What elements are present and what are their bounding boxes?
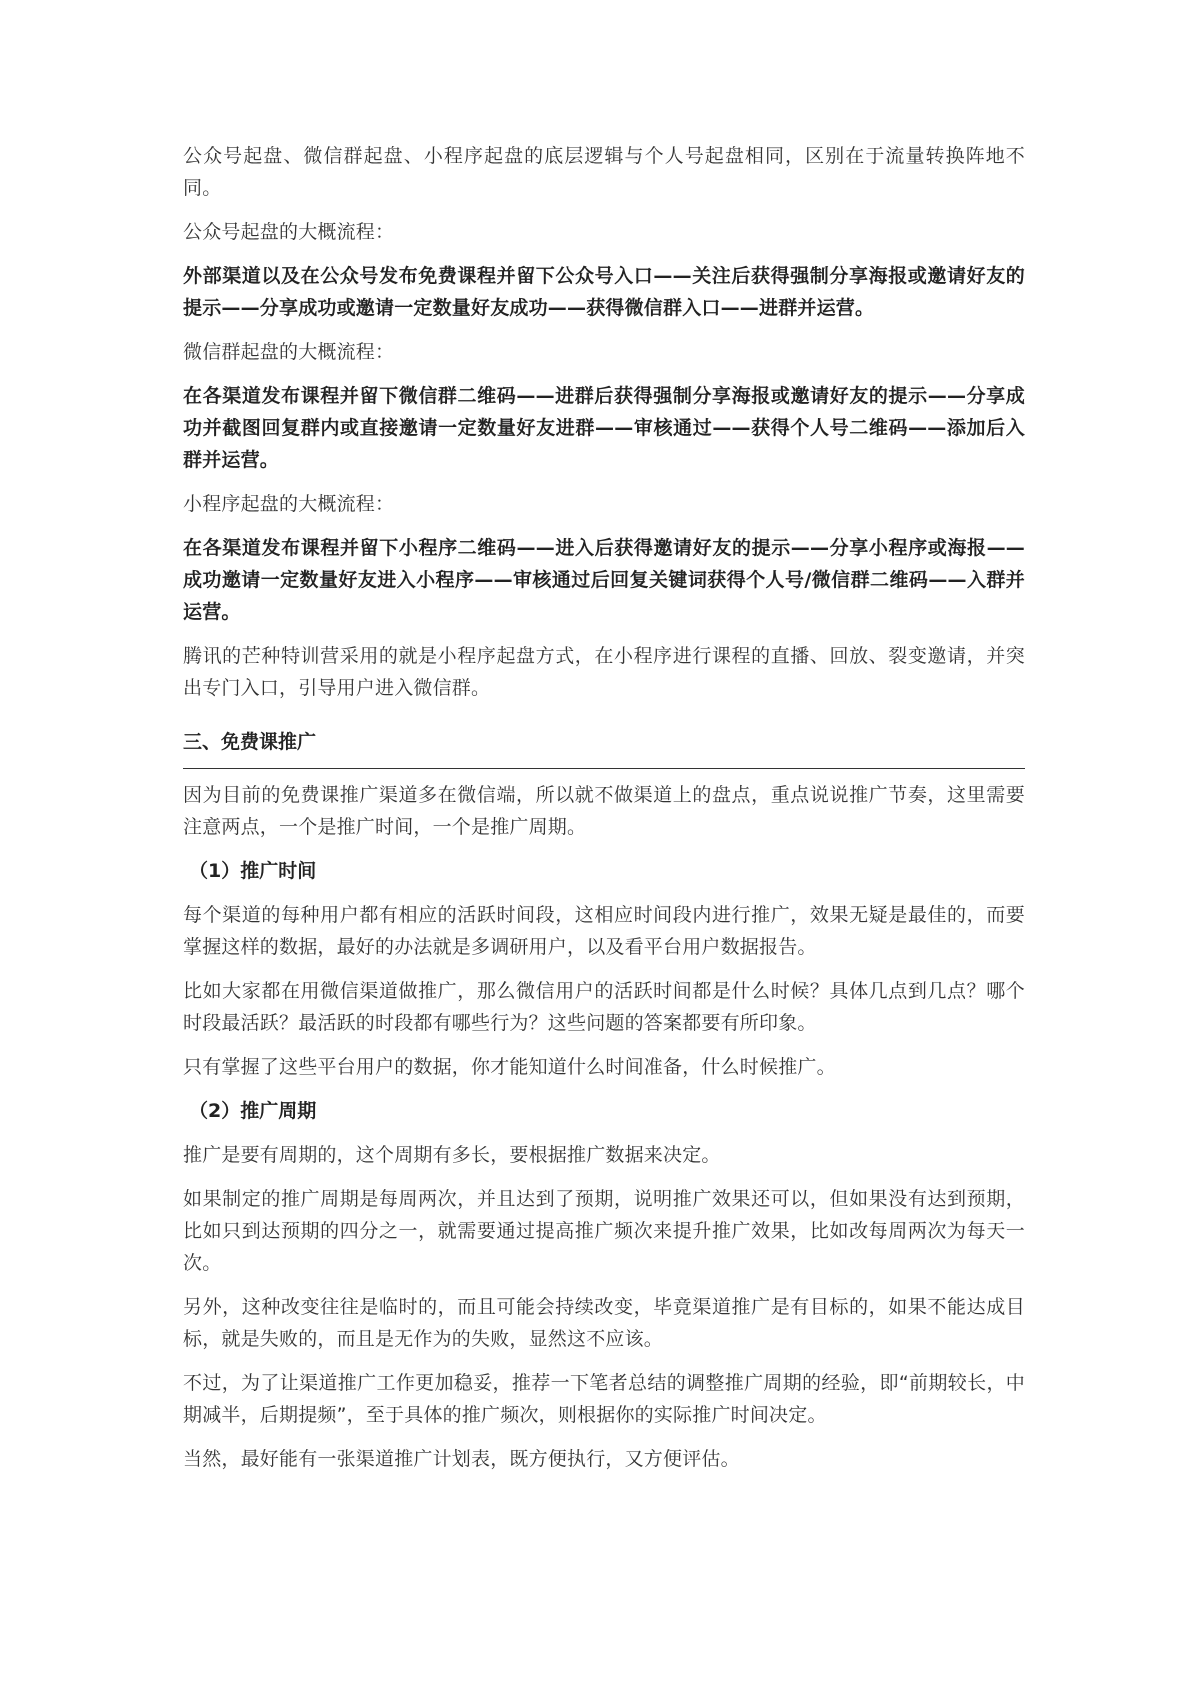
promotion-cycle-paragraph-4: 不过，为了让渠道推广工作更加稳妥，推荐一下笔者总结的调整推广周期的经验，即“前期较长，中期减半，后期提频”，至于具体的推广频次，则根据你的实际推广时间决定。 (183, 1372, 1025, 1426)
gzh-flow-text: 外部渠道以及在公众号发布免费课程并留下公众号入口——关注后获得强制分享海报或邀请好友的提示——分享成功或邀请一定数量好友成功——获得微信群入口——进群并运营。 (183, 265, 1025, 319)
promotion-time-paragraph-3: 只有掌握了这些平台用户的数据，你才能知道什么时间准备，什么时候推广。 (183, 1056, 836, 1078)
promotion-cycle-paragraph-2: 如果制定的推广周期是每周两次，并且达到了预期，说明推广效果还可以，但如果没有达到预期，比如只到达预期的四分之一，就需要通过提高推广频次来提升推广效果，比如改每周两次为每天一次。 (183, 1188, 1025, 1274)
promotion-cycle-paragraph-3: 另外，这种改变往往是临时的，而且可能会持续改变，毕竟渠道推广是有目标的，如果不能达成目标，就是失败的，而且是无作为的失败，显然这不应该。 (183, 1296, 1025, 1350)
section-three-intro: 因为目前的免费课推广渠道多在微信端，所以就不做渠道上的盘点，重点说说推广节奏，这里需要注意两点，一个是推广时间，一个是推广周期。 (183, 784, 1025, 838)
gzh-flow-label: 公众号起盘的大概流程： (183, 221, 395, 243)
intro-paragraph: 公众号起盘、微信群起盘、小程序起盘的底层逻辑与个人号起盘相同，区别在于流量转换阵地不同。 (183, 145, 1025, 199)
section-three-heading: 三、免费课推广 (183, 726, 1025, 769)
wxq-flow-label: 微信群起盘的大概流程： (183, 341, 395, 363)
wxq-flow-text: 在各渠道发布课程并留下微信群二维码——进群后获得强制分享海报或邀请好友的提示——分享成功并截图回复群内或直接邀请一定数量好友进群——审核通过——获得个人号二维码——添加后入群并运营。 (183, 385, 1025, 471)
promotion-time-paragraph-1: 每个渠道的每种用户都有相应的活跃时间段，这相应时间段内进行推广，效果无疑是最佳的，而要掌握这样的数据，最好的办法就是多调研用户，以及看平台用户数据报告。 (183, 904, 1025, 958)
subheading-promotion-cycle: （2）推广周期 (189, 1100, 317, 1122)
promotion-cycle-paragraph-1: 推广是要有周期的，这个周期有多长，要根据推广数据来决定。 (183, 1144, 721, 1166)
promotion-cycle-paragraph-5: 当然，最好能有一张渠道推广计划表，既方便执行，又方便评估。 (183, 1448, 740, 1470)
promotion-time-paragraph-2: 比如大家都在用微信渠道做推广，那么微信用户的活跃时间都是什么时候？具体几点到几点？哪个时段最活跃？最活跃的时段都有哪些行为？这些问题的答案都要有所印象。 (183, 980, 1025, 1034)
document-page (183, 140, 1025, 1487)
xcx-flow-text: 在各渠道发布课程并留下小程序二维码——进入后获得邀请好友的提示——分享小程序或海报——成功邀请一定数量好友进入小程序——审核通过后回复关键词获得个人号/微信群二维码——入群并运营。 (183, 537, 1025, 623)
subheading-promotion-time: （1）推广时间 (189, 860, 317, 882)
xcx-flow-label: 小程序起盘的大概流程： (183, 493, 395, 515)
tencent-example-paragraph: 腾讯的芒种特训营采用的就是小程序起盘方式，在小程序进行课程的直播、回放、裂变邀请，并突出专门入口，引导用户进入微信群。 (183, 645, 1025, 699)
